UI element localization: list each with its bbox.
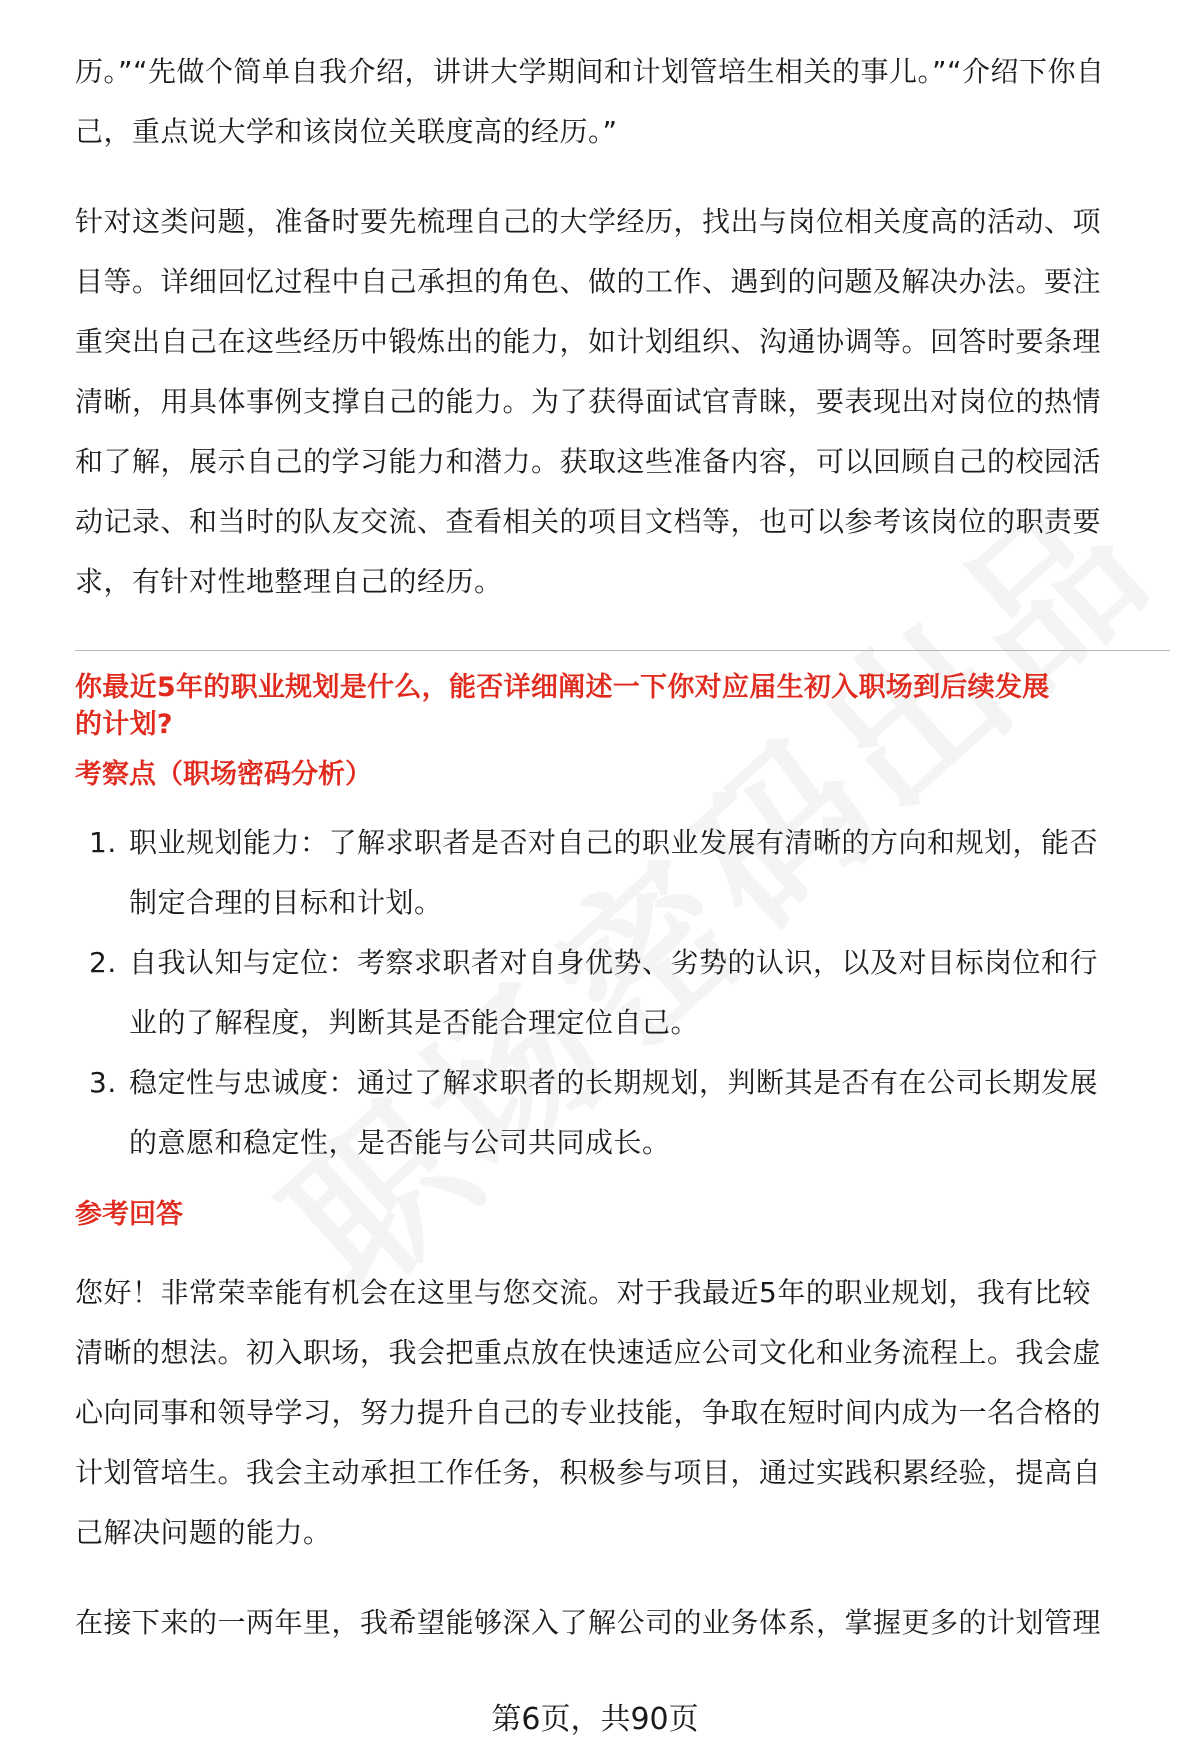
list-item xyxy=(75,813,1170,933)
reference-paragraph-2 xyxy=(75,1593,1170,1653)
list-number: 2. xyxy=(89,946,117,979)
text-line: 目等。详细回忆过程中自己承担的角色、做的工作、遇到的问题及解决办法。要注 xyxy=(75,265,1102,298)
text-line: 求，有针对性地整理自己的经历。 xyxy=(75,565,503,598)
text-line: 心向同事和领导学习，努力提升自己的专业技能，争取在短时间内成为一名合格的 xyxy=(75,1396,1102,1429)
assessment-title: 考察点（职场密码分析） xyxy=(75,759,372,790)
list-item xyxy=(75,933,1170,1053)
advice-paragraph xyxy=(75,192,1170,612)
text-line: 己，重点说大学和该岗位关联度高的经历。” xyxy=(75,115,618,148)
text-line: 计划管培生。我会主动承担工作任务，积极参与项目，通过实践积累经验，提高自 xyxy=(75,1456,1102,1489)
text-line: 重突出自己在这些经历中锻炼出的能力，如计划组织、沟通协调等。回答时要条理 xyxy=(75,325,1102,358)
text-line: 业的了解程度，判断其是否能合理定位自己。 xyxy=(129,1006,700,1039)
list-item xyxy=(75,1053,1170,1173)
list-number: 3. xyxy=(89,1066,117,1099)
question-line: 你最近5年的职业规划是什么，能否详细阐述一下你对应届生初入职场到后续发展 xyxy=(75,672,1050,703)
list-number: 1. xyxy=(89,826,117,859)
text-line: 动记录、和当时的队友交流、查看相关的项目文档等，也可以参考该岗位的职责要 xyxy=(75,505,1102,538)
text-line: 和了解，展示自己的学习能力和潜力。获取这些准备内容，可以回顾自己的校园活 xyxy=(75,445,1102,478)
text-line: 己解决问题的能力。 xyxy=(75,1516,332,1549)
intro-paragraph xyxy=(75,42,1170,162)
assessment-list xyxy=(75,813,1170,1173)
text-line: 自我认知与定位：考察求职者对自身优势、劣势的认识，以及对目标岗位和行 xyxy=(129,946,1099,979)
text-line: 在接下来的一两年里，我希望能够深入了解公司的业务体系，掌握更多的计划管理 xyxy=(75,1606,1102,1639)
text-line: 稳定性与忠诚度：通过了解求职者的长期规划，判断其是否有在公司长期发展 xyxy=(129,1066,1099,1099)
page-content xyxy=(75,42,1170,1653)
text-line: 您好！非常荣幸能有机会在这里与您交流。对于我最近5年的职业规划，我有比较 xyxy=(75,1276,1091,1309)
text-line: 历。”“先做个简单自我介绍，讲讲大学期间和计划管培生相关的事儿。”“介绍下你自 xyxy=(75,55,1105,88)
text-line: 清晰，用具体事例支撑自己的能力。为了获得面试官青睐，要表现出对岗位的热情 xyxy=(75,385,1102,418)
text-line: 针对这类问题，准备时要先梳理自己的大学经历，找出与岗位相关度高的活动、项 xyxy=(75,205,1102,238)
text-line: 制定合理的目标和计划。 xyxy=(129,886,443,919)
interview-question xyxy=(75,669,1170,743)
question-line: 的计划? xyxy=(75,709,173,740)
page-number: 第6页，共90页 xyxy=(491,1702,699,1737)
reference-title: 参考回答 xyxy=(75,1199,183,1230)
reference-paragraph-1 xyxy=(75,1263,1170,1563)
text-line: 清晰的想法。初入职场，我会把重点放在快速适应公司文化和业务流程上。我会虚 xyxy=(75,1336,1102,1369)
text-line: 职业规划能力：了解求职者是否对自己的职业发展有清晰的方向和规划，能否 xyxy=(129,826,1099,859)
text-line: 的意愿和稳定性，是否能与公司共同成长。 xyxy=(129,1126,671,1159)
